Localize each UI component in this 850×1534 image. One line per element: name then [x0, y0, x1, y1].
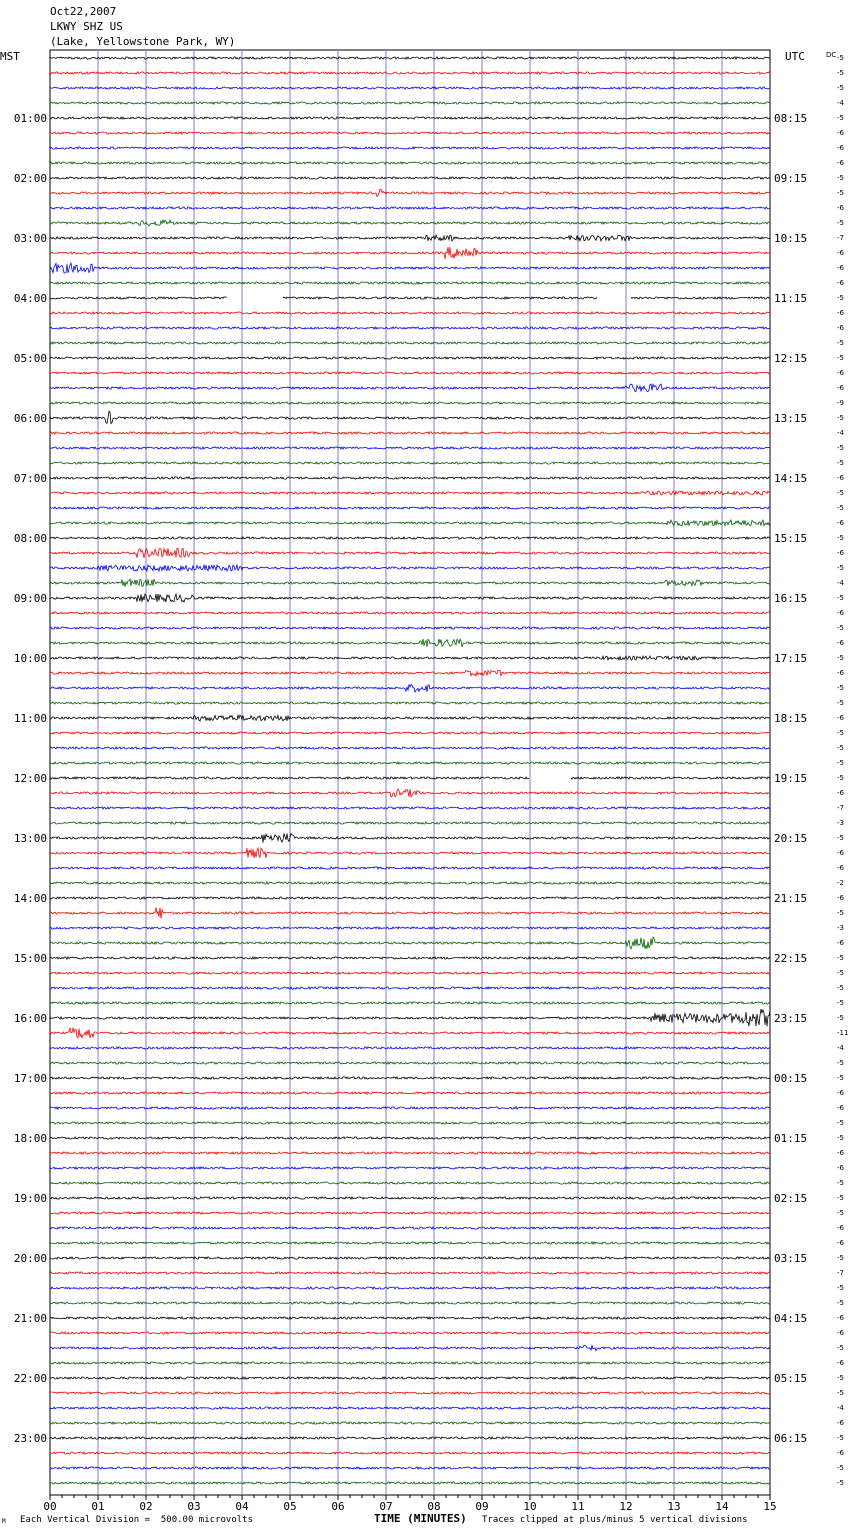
seismic-trace — [50, 520, 770, 526]
dc-offset-label: -6 — [837, 894, 844, 902]
seismic-trace — [50, 1028, 770, 1038]
seismic-trace — [50, 612, 770, 614]
mst-hour-label: 21:00 — [13, 1312, 47, 1325]
utc-hour-label: 09:15 — [774, 172, 808, 185]
x-tick-label: 15 — [763, 1500, 777, 1513]
utc-hour-label: 11:15 — [774, 292, 808, 305]
utc-hour-label: 02:15 — [774, 1192, 808, 1205]
mst-hour-label: 06:00 — [13, 412, 47, 425]
utc-axis-title: UTC — [785, 50, 805, 63]
dc-offset-label: -5 — [837, 504, 844, 512]
seismic-trace — [50, 207, 770, 209]
dc-offset-label: -6 — [837, 1419, 844, 1427]
seismic-trace — [50, 834, 770, 843]
seismic-trace — [50, 1002, 770, 1004]
dc-offset-label: -5 — [837, 354, 844, 362]
seismic-trace — [50, 162, 770, 164]
mst-hour-label: 04:00 — [13, 292, 47, 305]
seismic-trace — [50, 1182, 770, 1184]
dc-offset-label: -5 — [837, 1014, 844, 1022]
seismic-trace — [50, 1242, 770, 1244]
seismic-trace — [50, 656, 770, 660]
seismic-trace — [50, 1122, 770, 1124]
mst-hour-label: 12:00 — [13, 772, 47, 785]
dc-offset-label: -6 — [837, 1239, 844, 1247]
seismic-trace — [50, 1437, 770, 1439]
seismic-trace — [50, 867, 770, 869]
seismic-trace — [50, 537, 770, 539]
dc-offset-label: -6 — [837, 264, 844, 272]
dc-offset-label: -5 — [837, 1254, 844, 1262]
seismic-trace — [50, 462, 770, 464]
dc-offset-label: -5 — [837, 1194, 844, 1202]
seismic-trace — [50, 1009, 770, 1026]
seismic-trace — [50, 957, 770, 959]
x-tick-label: 05 — [283, 1500, 297, 1513]
utc-hour-label: 19:15 — [774, 772, 808, 785]
utc-hour-label: 08:15 — [774, 112, 808, 125]
utc-hour-label: 22:15 — [774, 952, 808, 965]
mst-hour-label: 15:00 — [13, 952, 47, 965]
mst-hour-label: 02:00 — [13, 172, 47, 185]
dc-offset-label: -5 — [837, 1209, 844, 1217]
seismic-trace — [50, 937, 770, 949]
utc-hour-label: 17:15 — [774, 652, 808, 665]
dc-offset-label: -5 — [837, 729, 844, 737]
dc-offset-label: -4 — [837, 99, 844, 107]
seismic-trace — [50, 1317, 770, 1319]
seismic-trace — [50, 1272, 770, 1274]
seismic-trace — [50, 282, 770, 284]
dc-offset-label: -9 — [837, 399, 844, 407]
dc-offset-label: -6 — [837, 249, 844, 257]
seismic-trace — [50, 1197, 770, 1199]
seismic-trace — [50, 372, 770, 374]
dc-offset-label: -3 — [837, 819, 844, 827]
dc-offset-label: -5 — [837, 984, 844, 992]
seismic-trace — [50, 565, 770, 571]
dc-offset-label: -6 — [837, 669, 844, 677]
dc-offset-label: -5 — [837, 84, 844, 92]
utc-hour-label: 15:15 — [774, 532, 808, 545]
dc-offset-label: -5 — [837, 624, 844, 632]
seismic-trace — [50, 384, 770, 392]
utc-hour-label: 10:15 — [774, 232, 808, 245]
seismic-trace — [50, 627, 770, 629]
seismic-trace — [50, 247, 770, 259]
mst-hour-label: 23:00 — [13, 1432, 47, 1445]
seismic-trace — [50, 732, 770, 734]
seismic-trace — [50, 1062, 770, 1064]
seismic-trace — [50, 579, 770, 587]
seismic-trace — [50, 357, 770, 359]
seismic-trace — [50, 1107, 770, 1109]
x-tick-label: 00 — [43, 1500, 57, 1513]
mst-hour-label: 10:00 — [13, 652, 47, 665]
seismic-trace — [50, 882, 770, 884]
dc-offset-label: -5 — [837, 189, 844, 197]
dc-offset-label: -6 — [837, 1164, 844, 1172]
mst-hour-label: 07:00 — [13, 472, 47, 485]
dc-offset-label: -6 — [837, 609, 844, 617]
dc-offset-label: -4 — [837, 1044, 844, 1052]
dc-offset-label: -5 — [837, 294, 844, 302]
dc-offset-label: -6 — [837, 204, 844, 212]
seismic-trace — [50, 639, 770, 647]
dc-offset-label: -5 — [837, 414, 844, 422]
seismic-trace — [50, 789, 770, 797]
dc-offset-label: -5 — [837, 1479, 844, 1487]
utc-hour-label: 21:15 — [774, 892, 808, 905]
utc-hour-label: 04:15 — [774, 1312, 808, 1325]
seismic-trace — [50, 1422, 770, 1424]
seismic-trace — [50, 1077, 770, 1079]
seismic-trace — [50, 147, 770, 149]
seismic-trace — [50, 263, 770, 273]
seismic-trace — [50, 1467, 770, 1469]
dc-offset-label: -5 — [837, 699, 844, 707]
seismic-trace — [50, 177, 770, 179]
chart-date: Oct22,2007 — [50, 5, 117, 18]
seismic-trace — [50, 1167, 770, 1169]
dc-offset-label: -5 — [837, 999, 844, 1007]
seismic-trace — [50, 72, 770, 74]
seismic-trace — [50, 507, 770, 509]
seismic-trace — [50, 117, 770, 119]
mst-hour-label: 20:00 — [13, 1252, 47, 1265]
plot-frame — [50, 50, 770, 1495]
dc-offset-label: -6 — [837, 144, 844, 152]
dc-offset-label: -5 — [837, 594, 844, 602]
dc-offset-label: -6 — [837, 1359, 844, 1367]
utc-hour-label: 00:15 — [774, 1072, 808, 1085]
x-tick-label: 13 — [667, 1500, 681, 1513]
seismic-trace — [50, 1377, 770, 1379]
utc-hour-label: 20:15 — [774, 832, 808, 845]
dc-offset-label: -5 — [837, 1344, 844, 1352]
x-tick-label: 02 — [139, 1500, 153, 1513]
dc-column-header: DC — [826, 51, 837, 59]
seismic-trace — [50, 189, 770, 196]
dc-offset-label: -6 — [837, 384, 844, 392]
seismic-trace — [50, 1302, 770, 1304]
seismic-trace — [50, 670, 770, 676]
seismic-trace — [50, 747, 770, 749]
x-tick-label: 10 — [523, 1500, 537, 1513]
seismic-trace — [50, 1227, 770, 1229]
seismic-trace — [50, 897, 770, 899]
dc-offset-label: -6 — [837, 789, 844, 797]
dc-offset-label: -5 — [837, 969, 844, 977]
seismic-trace — [50, 1137, 770, 1139]
seismic-trace — [50, 907, 770, 918]
dc-offset-label: -5 — [837, 1434, 844, 1442]
seismic-trace — [50, 684, 770, 692]
utc-hour-label: 05:15 — [774, 1372, 808, 1385]
mst-hour-label: 11:00 — [13, 712, 47, 725]
dc-offset-label: -5 — [837, 1389, 844, 1397]
dc-offset-label: -6 — [837, 549, 844, 557]
dc-offset-label: -5 — [837, 489, 844, 497]
dc-offset-label: -6 — [837, 939, 844, 947]
seismic-trace — [50, 762, 770, 764]
utc-hour-label: 16:15 — [774, 592, 808, 605]
x-tick-label: 06 — [331, 1500, 345, 1513]
mst-hour-label: 13:00 — [13, 832, 47, 845]
dc-offset-label: -2 — [837, 879, 844, 887]
seismic-trace — [50, 220, 770, 226]
dc-offset-label: -6 — [837, 1089, 844, 1097]
seismic-trace — [50, 987, 770, 989]
dc-offset-label: -5 — [837, 564, 844, 572]
dc-offset-label: -6 — [837, 1104, 844, 1112]
seismic-trace — [50, 102, 770, 104]
seismic-trace — [50, 1152, 770, 1154]
seismic-trace — [50, 342, 770, 344]
dc-offset-label: -3 — [837, 924, 844, 932]
seismic-trace — [50, 715, 770, 721]
mst-hour-label: 14:00 — [13, 892, 47, 905]
dc-offset-label: -6 — [837, 369, 844, 377]
dc-offset-label: -5 — [837, 759, 844, 767]
seismic-trace — [50, 1452, 770, 1454]
dc-offset-label: -6 — [837, 474, 844, 482]
dc-offset-label: -5 — [837, 54, 844, 62]
utc-hour-label: 13:15 — [774, 412, 808, 425]
seismic-trace — [50, 1287, 770, 1289]
dc-offset-label: -6 — [837, 309, 844, 317]
dc-offset-label: -6 — [837, 1314, 844, 1322]
seismic-trace — [50, 297, 770, 299]
dc-offset-label: -6 — [837, 849, 844, 857]
dc-offset-label: -5 — [837, 1134, 844, 1142]
station-location: (Lake, Yellowstone Park, WY) — [50, 35, 236, 48]
dc-offset-label: -6 — [837, 519, 844, 527]
dc-offset-label: -6 — [837, 1449, 844, 1457]
mst-hour-label: 01:00 — [13, 112, 47, 125]
x-tick-label: 14 — [715, 1500, 729, 1513]
seismic-trace — [50, 777, 770, 779]
dc-offset-label: -5 — [837, 834, 844, 842]
dc-offset-label: -7 — [837, 1269, 844, 1277]
x-tick-label: 01 — [91, 1500, 105, 1513]
mst-hour-label: 16:00 — [13, 1012, 47, 1025]
utc-hour-label: 23:15 — [774, 1012, 808, 1025]
dc-offset-label: -5 — [837, 69, 844, 77]
dc-offset-label: -5 — [837, 1464, 844, 1472]
mst-hour-label: 18:00 — [13, 1132, 47, 1145]
dc-offset-label: -6 — [837, 639, 844, 647]
seismic-trace — [50, 927, 770, 929]
scale-note: Each Vertical Division = 500.00 microvolts — [20, 1515, 253, 1525]
dc-offset-label: -5 — [837, 744, 844, 752]
x-tick-label: 03 — [187, 1500, 201, 1513]
x-tick-label: 07 — [379, 1500, 393, 1513]
seismic-trace — [50, 1345, 770, 1350]
footer-mark: M — [2, 1518, 6, 1525]
dc-offset-label: -5 — [837, 1059, 844, 1067]
seismic-trace — [50, 477, 770, 479]
utc-hour-label: 14:15 — [774, 472, 808, 485]
seismic-trace — [50, 848, 770, 858]
dc-offset-label: -5 — [837, 1374, 844, 1382]
dc-offset-label: -4 — [837, 429, 844, 437]
utc-hour-label: 12:15 — [774, 352, 808, 365]
dc-offset-label: -6 — [837, 714, 844, 722]
x-tick-label: 04 — [235, 1500, 249, 1513]
seismic-trace — [50, 594, 770, 602]
dc-offset-label: -6 — [837, 864, 844, 872]
dc-offset-label: -5 — [837, 114, 844, 122]
seismic-trace — [50, 548, 770, 558]
seismic-trace — [50, 702, 770, 704]
dc-offset-label: -5 — [837, 444, 844, 452]
dc-offset-label: -6 — [837, 1329, 844, 1337]
dc-offset-label: -5 — [837, 174, 844, 182]
dc-offset-label: -5 — [837, 459, 844, 467]
mst-hour-label: 03:00 — [13, 232, 47, 245]
seismic-trace — [50, 1407, 770, 1409]
seismic-trace — [50, 1047, 770, 1049]
utc-hour-label: 06:15 — [774, 1432, 808, 1445]
utc-hour-label: 03:15 — [774, 1252, 808, 1265]
utc-hour-label: 18:15 — [774, 712, 808, 725]
seismic-trace — [50, 132, 770, 134]
seismic-trace — [50, 402, 770, 404]
station-name: LKWY SHZ US — [50, 20, 123, 33]
mst-hour-label: 08:00 — [13, 532, 47, 545]
dc-offset-label: -5 — [837, 684, 844, 692]
dc-offset-label: -6 — [837, 159, 844, 167]
seismic-trace — [50, 491, 770, 495]
dc-offset-label: -5 — [837, 1299, 844, 1307]
clip-note: Traces clipped at plus/minus 5 vertical divisions — [482, 1515, 748, 1525]
seismic-trace — [50, 1482, 770, 1484]
dc-offset-label: -7 — [837, 804, 844, 812]
dc-offset-label: -5 — [837, 954, 844, 962]
seismic-trace — [50, 1092, 770, 1094]
mst-hour-label: 09:00 — [13, 592, 47, 605]
dc-offset-label: -6 — [837, 279, 844, 287]
dc-offset-label: -5 — [837, 219, 844, 227]
seismic-trace — [50, 807, 770, 809]
x-axis-label: TIME (MINUTES) — [374, 1512, 467, 1525]
seismic-trace — [50, 1332, 770, 1334]
seismic-trace — [50, 1257, 770, 1259]
dc-offset-label: -6 — [837, 129, 844, 137]
seismic-trace — [50, 432, 770, 434]
dc-offset-label: -5 — [837, 654, 844, 662]
seismic-trace — [50, 327, 770, 329]
dc-offset-label: -4 — [837, 1404, 844, 1412]
mst-hour-label: 22:00 — [13, 1372, 47, 1385]
dc-offset-label: -5 — [837, 1284, 844, 1292]
seismic-trace — [50, 447, 770, 449]
dc-offset-label: -11 — [837, 1029, 849, 1037]
mst-hour-label: 17:00 — [13, 1072, 47, 1085]
dc-offset-label: -5 — [837, 1119, 844, 1127]
seismic-trace — [50, 57, 770, 59]
seismic-trace — [50, 411, 770, 423]
x-tick-label: 11 — [571, 1500, 585, 1513]
seismic-trace — [50, 235, 770, 241]
dc-offset-label: -6 — [837, 1149, 844, 1157]
seismic-trace — [50, 972, 770, 974]
dc-offset-label: -5 — [837, 1074, 844, 1082]
dc-offset-label: -5 — [837, 774, 844, 782]
dc-offset-label: -5 — [837, 1179, 844, 1187]
seismic-trace — [50, 87, 770, 89]
dc-offset-label: -5 — [837, 339, 844, 347]
seismic-trace — [50, 1392, 770, 1394]
mst-hour-label: 19:00 — [13, 1192, 47, 1205]
dc-offset-label: -5 — [837, 534, 844, 542]
mst-hour-label: 05:00 — [13, 352, 47, 365]
utc-hour-label: 01:15 — [774, 1132, 808, 1145]
seismic-trace — [50, 1212, 770, 1214]
seismic-trace — [50, 822, 770, 824]
dc-offset-label: -5 — [837, 909, 844, 917]
dc-offset-label: -7 — [837, 234, 844, 242]
mst-axis-title: MST — [0, 50, 20, 63]
dc-offset-label: -6 — [837, 324, 844, 332]
seismic-trace — [50, 312, 770, 314]
seismic-trace — [50, 1362, 770, 1364]
x-tick-label: 12 — [619, 1500, 633, 1513]
x-tick-label: 09 — [475, 1500, 489, 1513]
dc-offset-label: -6 — [837, 1224, 844, 1232]
dc-offset-label: -4 — [837, 579, 844, 587]
x-tick-label: 08 — [427, 1500, 441, 1513]
